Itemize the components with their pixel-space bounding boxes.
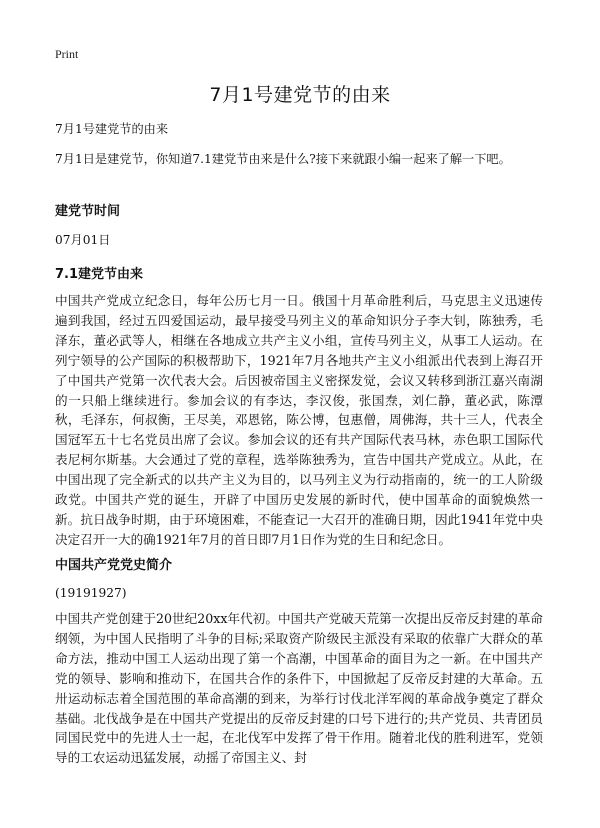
section-heading-history: 中国共产党党史简介 — [55, 558, 173, 573]
page-title: 7月1号建党节的由来 — [209, 84, 391, 106]
history-paragraph: 中国共产党创建于20世纪20xx年代初。中国共产党破天荒第一次提出反帝反封建的革命纲领，为中国人民指明了斗争的目标;采取资产阶级民主派没有采取的依靠广大群众的革命方法，推动中国工人运动出现了第一个高潮，中国革命的面目为之一新。在中国共产党的领导、影响和推动下，在国共合作的条件下，中国掀起了反帝反封建的大革命。五卅运动标志着全国范围的革命高潮的到来，为举行讨伐北洋军阀的革命战争奠定了群众基础。北伐战争是在中国共产党提出的反帝反封建的口号下进行的;共产党员、共青团员同国民党中的先进人士一起，在北伐军中发挥了骨干作用。随着北伐的胜利进军，党领导的工农运动迅猛发展，动摇了帝国主义、封 — [55, 611, 543, 766]
section-heading-origin: 7.1建党节由来 — [55, 267, 144, 282]
date-paragraph: 07月01日 — [55, 233, 111, 247]
section-heading-time: 建党节时间 — [55, 204, 121, 219]
origin-paragraph: 中国共产党成立纪念日，每年公历七月一日。俄国十月革命胜利后，马克思主义迅速传遍到我国，经过五四爱国运动，最早接受马列主义的革命知识分子李大钊，陈独秀，毛泽东，董必武等人，相继在各地成立共产主义小组，宣传马列主义，从事工人运动。在列宁领导的公产国际的积极帮助下，1921年7月各地共产主义小组派出代表到上海召开了中国共产党第一次代表大会。后因被帝国主义密探发觉，会议又转移到浙江嘉兴南湖的一只船上继续进行。参加会议的有李达，李汉俊，张国焘，刘仁静，董必武，陈潭秋，毛泽东，何叔衡，王尽美，邓恩铭，陈公博，包惠僧，周佛海，共十三人，代表全国冠军五十七名党员出席了会议。参加会议的还有共产国际代表马林，赤色职工国际代表尼柯尔斯基。大会通过了党的章程，选举陈独秀为，宣告中国共产党成立。从此，在中国出现了完全新式的以共产主义为目的，以马列主义为行动指南的，统一的工人阶级政党。中国共产党的诞生，开辟了中国历史发展的新时代，使中国革命的面貌焕然一新。抗日战争时期，由于环境困难，不能查记一大召开的准确日期，因此1941年党中央决定召开一大的确1921年7月的首日即7月1日作为党的生日和纪念日。 — [55, 293, 543, 547]
subtitle-paragraph: 7月1号建党节的由来 — [55, 122, 169, 136]
intro-paragraph: 7月1日是建党节，你知道7.1建党节由来是什么?接下来就跟小编一起来了解一下吧。 — [55, 152, 511, 166]
print-link[interactable]: Print — [55, 47, 79, 61]
period-paragraph: (19191927) — [55, 586, 127, 600]
